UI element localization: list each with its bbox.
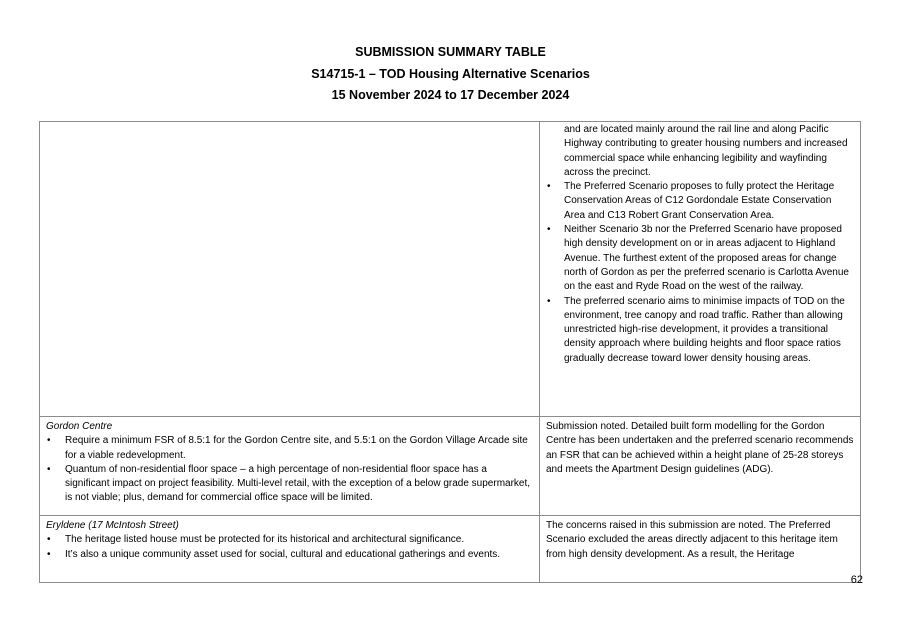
page-number: 62 — [850, 574, 863, 586]
response-bullet: • The preferred scenario aims to minimise impacts of TOD on the environment, tree canopy and road traffic. Rather than allowing unrestricted high-rise development, it provides a transitional density approach where building heights and floor space ratios gradually decrease toward lower density housing areas. — [546, 295, 854, 366]
response-text: Submission noted. Detailed built form modelling for the Gordon Centre has been undertaken and the preferred scenario recommends an FSR that can be achieved within a height plane of 25-28 storeys and meets the Apartment Design guidelines (ADG). — [546, 421, 854, 475]
response-cell — [540, 122, 861, 417]
document-title: SUBMISSION SUMMARY TABLE — [355, 45, 546, 59]
submission-heading: Gordon Centre — [46, 421, 113, 432]
table-row — [40, 122, 861, 417]
submission-bullet: • Require a minimum FSR of 8.5:1 for the Gordon Centre site, and 5.5:1 on the Gordon Village Arcade site for a viable redevelopment. — [46, 434, 533, 463]
document-header — [0, 42, 901, 107]
submission-heading: Eryldene (17 McIntosh Street) — [46, 520, 179, 531]
response-continuation: and are located mainly around the rail line and along Pacific Highway contributing to greater housing numbers and increased commercial space while enhancing legibility and wayfinding across the precinct. — [564, 124, 848, 178]
response-text: The concerns raised in this submission are noted. The Preferred Scenario excluded the areas directly adjacent to this heritage item from high density development. As a result, the Heritage — [546, 520, 838, 560]
submission-bullet: • Quantum of non-residential floor space – a high percentage of non-residential floor space has a significant impact on project feasibility. Multi-level retail, with the exception of a below grade supermarket, is not viable; plus, demand for commercial office space will be limited. — [46, 463, 533, 506]
response-cell — [540, 516, 861, 583]
document-dates: 15 November 2024 to 17 December 2024 — [331, 88, 570, 102]
submission-cell — [40, 516, 540, 583]
response-bullet: • Neither Scenario 3b nor the Preferred Scenario have proposed high density development on or in areas adjacent to Highland Avenue. The furthest extent of the proposed areas for change north of Gordon as per the preferred scenario is Carlotta Avenue on the east and Ryde Road on the west of the railway. — [546, 223, 854, 294]
submission-table — [39, 121, 861, 583]
submission-bullet: • It’s also a unique community asset used for social, cultural and educational gatherings and events. — [46, 548, 533, 562]
submission-bullet: • The heritage listed house must be protected for its historical and architectural significance. — [46, 533, 533, 547]
response-bullet: • The Preferred Scenario proposes to fully protect the Heritage Conservation Areas of C12 Gordondale Estate Conservation Area and C13 Robert Grant Conservation Area. — [546, 180, 854, 223]
table-row — [40, 516, 861, 583]
submission-cell — [40, 417, 540, 516]
table-row — [40, 417, 861, 516]
submission-cell — [40, 122, 540, 417]
response-cell — [540, 417, 861, 516]
document-subtitle: S14715-1 – TOD Housing Alternative Scenarios — [311, 66, 590, 81]
